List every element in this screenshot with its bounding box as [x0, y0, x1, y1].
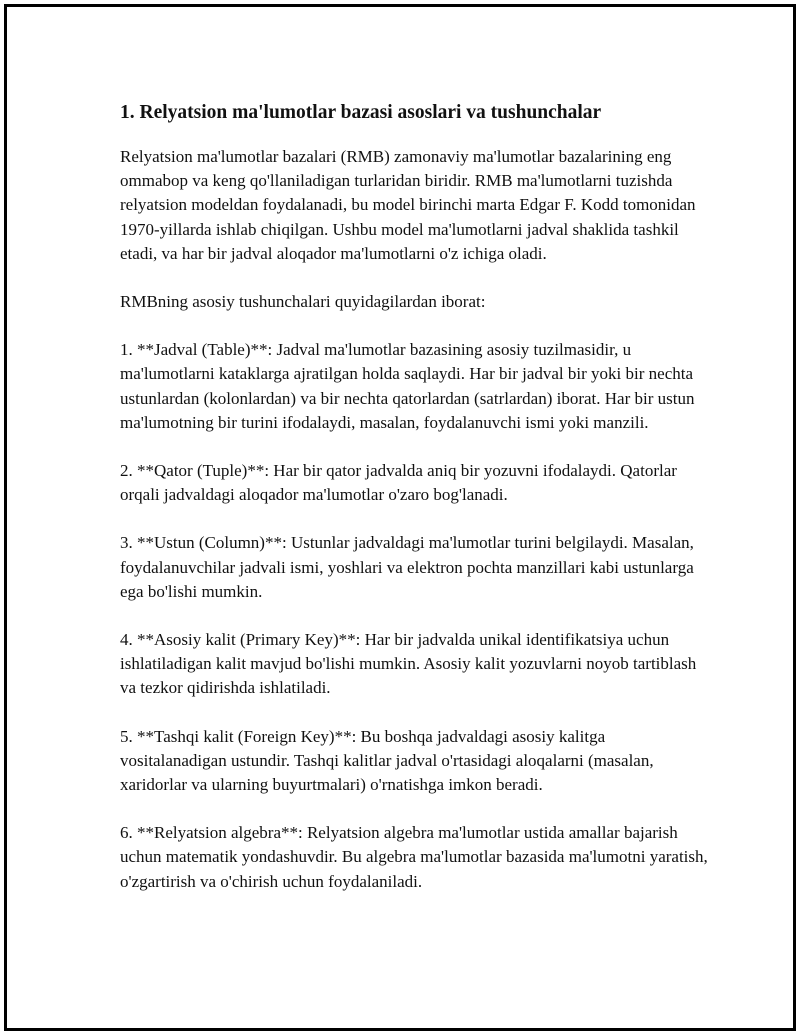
document-body: [120, 95, 710, 918]
page-frame: [4, 4, 796, 1031]
intro-paragraph: Relyatsion ma'lumotlar bazalari (RMB) zamonaviy ma'lumotlar bazalarining eng ommabop va keng qo'llaniladigan turlaridan biridir. RMB ma'lumotlarni tuzishda relyatsion modeldan foydalanadi, bu model birinchi marta Edgar F. Kodd tomonidan 1970-yillarda ishlab chiqilgan. Ushbu model ma'lumotlarni jadval shaklida tashkil etadi, va har bir jadval aloqador ma'lumotlarni o'z ichiga oladi.: [120, 147, 696, 263]
list-item-jadval: 1. **Jadval (Table)**: Jadval ma'lumotlar bazasining asosiy tuzilmasidir, u ma'lumotlarni kataklarga ajratilgan holda saqlaydi. Har bir jadval bir yoki bir nechta ustunlardan (kolonlardan) va bir nechta qatorlardan (satrlardan) iborat. Har bir ustun ma'lumotning bir turini ifodalaydi, masalan, foydalanuvchi ismi yoki manzili.: [120, 340, 695, 432]
list-item-ustun: 3. **Ustun (Column)**: Ustunlar jadvaldagi ma'lumotlar turini belgilaydi. Masalan, foydalanuvchilar jadvali ismi, yoshlari va elektron pochta manzillari kabi ustunlarga ega bo'lishi mumkin.: [120, 533, 694, 601]
lead-paragraph: RMBning asosiy tushunchalari quyidagilardan iborat:: [120, 292, 486, 312]
list-item-asosiy-kalit: 4. **Asosiy kalit (Primary Key)**: Har bir jadvalda unikal identifikatsiya uchun ishlatiladigan kalit mavjud bo'lishi mumkin. Asosiy kalit yozuvlarni noyob tartiblash va tezkor qidirishda ishlatiladi.: [120, 630, 697, 698]
document-title: 1. Relyatsion ma'lumotlar bazasi asoslari va tushunchalar: [120, 102, 602, 123]
list-item-qator: 2. **Qator (Tuple)**: Har bir qator jadvalda aniq bir yozuvni ifodalaydi. Qatorlar orqali jadvaldagi aloqador ma'lumotlar o'zaro bog'lanadi.: [120, 461, 677, 505]
list-item-relyatsion-algebra: 6. **Relyatsion algebra**: Relyatsion algebra ma'lumotlar ustida amallar bajarish uchun matematik yondashuvdir. Bu algebra ma'lumotlar bazasida ma'lumotni yaratish, o'zgartirish va o'chirish uchun foydalaniladi.: [120, 823, 708, 891]
list-item-tashqi-kalit: 5. **Tashqi kalit (Foreign Key)**: Bu boshqa jadvaldagi asosiy kalitga vositalanadigan ustundir. Tashqi kalitlar jadval o'rtasidagi aloqalarni (masalan, xaridorlar va ularning buyurtmalari) o'rnatishga imkon beradi.: [120, 726, 654, 795]
